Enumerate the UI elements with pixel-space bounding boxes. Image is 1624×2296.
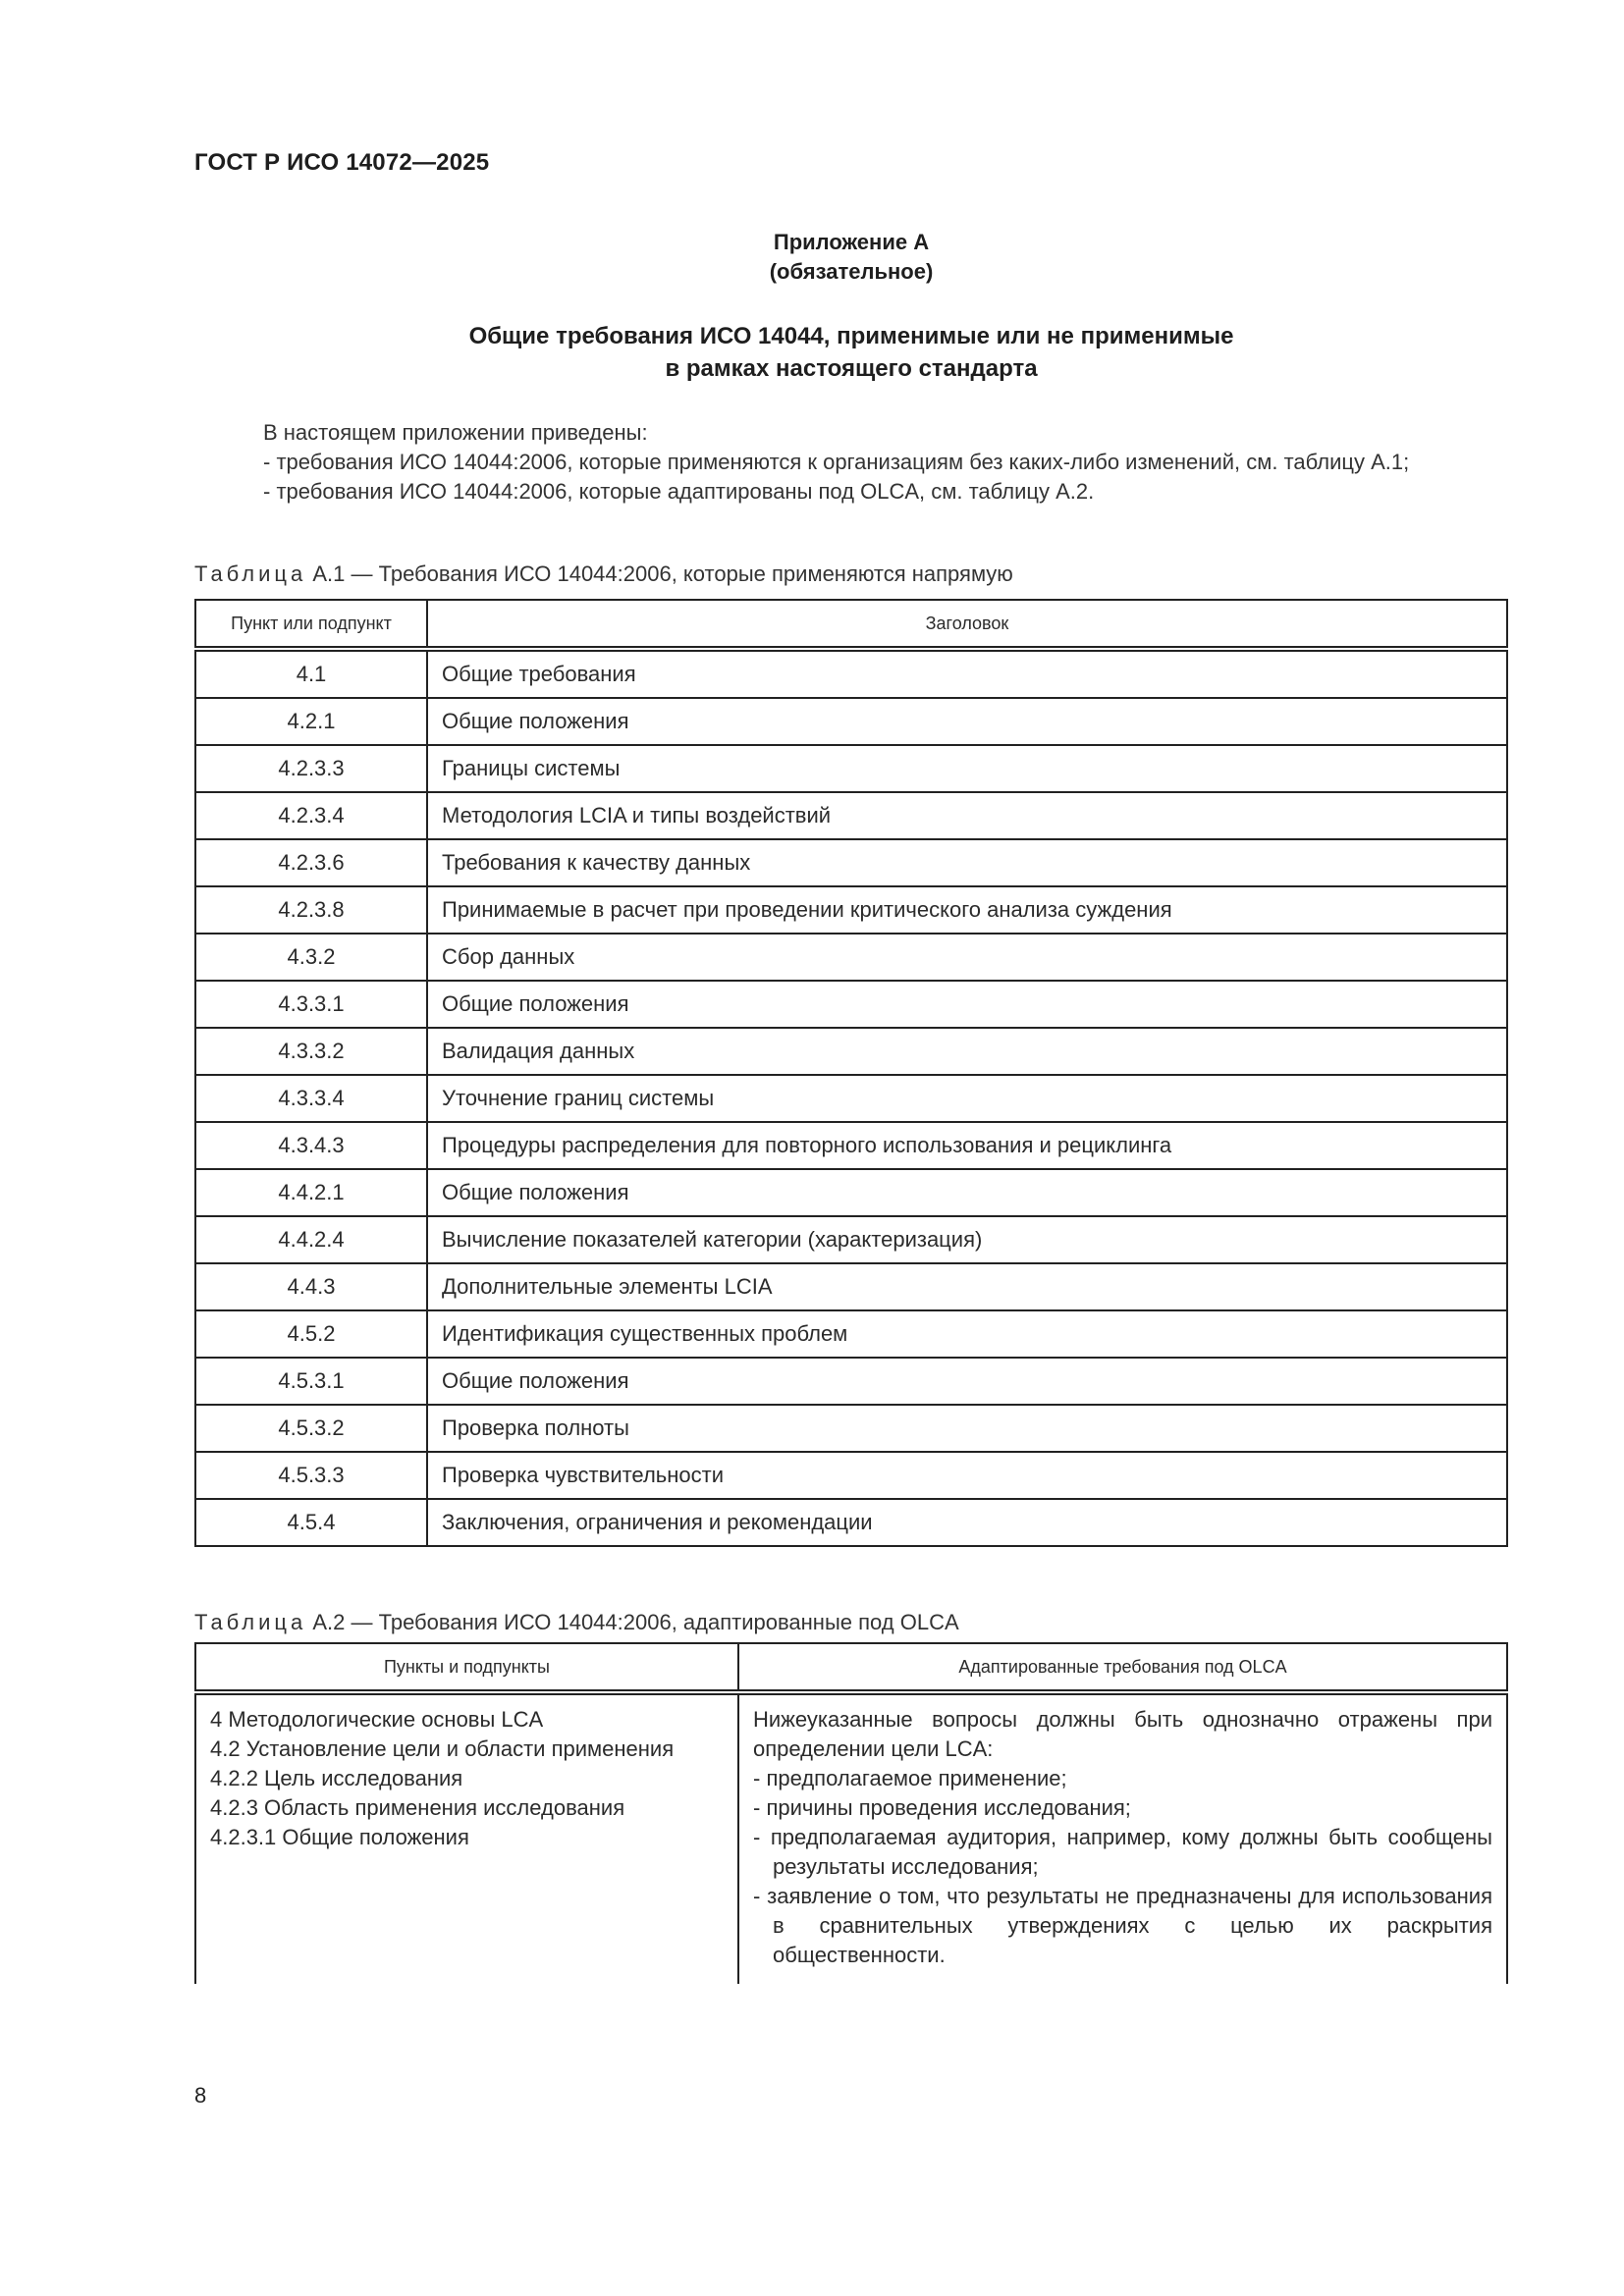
clause-number: 4.4.3 bbox=[195, 1263, 427, 1310]
table-row bbox=[195, 1452, 1507, 1499]
intro-text bbox=[194, 418, 1508, 507]
requirements-lead: Нижеуказанные вопросы должны быть однозначно отражены при определении цели LCA: bbox=[753, 1707, 1492, 1761]
annex-title bbox=[194, 320, 1508, 385]
requirement-item: - предполагаемое применение; bbox=[753, 1766, 1067, 1790]
column-header-clause: Пункт или подпункт bbox=[195, 600, 427, 649]
clause-number: 4.3.4.3 bbox=[195, 1122, 427, 1169]
annex-status: (обязательное) bbox=[769, 259, 934, 284]
clause-title: Методология LCIA и типы воздействий bbox=[427, 792, 1507, 839]
clause-title: Сбор данных bbox=[427, 934, 1507, 981]
clause-number: 4.2.1 bbox=[195, 698, 427, 745]
clause-number: 4.2.3.3 bbox=[195, 745, 427, 792]
clause-number: 4.5.3.1 bbox=[195, 1358, 427, 1405]
clause-number: 4.2.3.6 bbox=[195, 839, 427, 886]
clauses-cell bbox=[195, 1692, 738, 1984]
clause-number: 4.5.2 bbox=[195, 1310, 427, 1358]
clause-title: Общие положения bbox=[427, 1358, 1507, 1405]
table-row bbox=[195, 1122, 1507, 1169]
table-a1 bbox=[194, 599, 1508, 1547]
table-row bbox=[195, 886, 1507, 934]
table-a2-caption bbox=[194, 1610, 959, 1635]
clause-title: Принимаемые в расчет при проведении критического анализа суждения bbox=[427, 886, 1507, 934]
clause-title: Общие положения bbox=[427, 1169, 1507, 1216]
clause-title: Уточнение границ системы bbox=[427, 1075, 1507, 1122]
table-header-row bbox=[195, 1643, 1507, 1692]
clause-title: Общие требования bbox=[427, 649, 1507, 698]
intro-item: - требования ИСО 14044:2006, которые адаптированы под OLCA, см. таблицу А.2. bbox=[263, 479, 1095, 504]
requirements-list bbox=[753, 1764, 1492, 1970]
clause-number: 4.5.3.3 bbox=[195, 1452, 427, 1499]
requirement-item: - предполагаемая аудитория, например, кому должны быть сообщены результаты исследования; bbox=[753, 1825, 1492, 1879]
table-row bbox=[195, 649, 1507, 698]
clause-number: 4.3.3.2 bbox=[195, 1028, 427, 1075]
table-a2 bbox=[194, 1642, 1508, 1984]
table-row bbox=[195, 1692, 1507, 1984]
requirement-item: - причины проведения исследования; bbox=[753, 1795, 1131, 1820]
caption-prefix: Таблица bbox=[194, 561, 307, 586]
clause-title: Проверка полноты bbox=[427, 1405, 1507, 1452]
table-row bbox=[195, 745, 1507, 792]
table-row bbox=[195, 1075, 1507, 1122]
annex-heading bbox=[194, 228, 1508, 287]
caption-text: А.2 — Требования ИСО 14044:2006, адаптированные под OLCA bbox=[306, 1610, 959, 1634]
table-row bbox=[195, 839, 1507, 886]
clause-line: 4 Методологические основы LCA bbox=[210, 1707, 544, 1732]
clause-number: 4.5.3.2 bbox=[195, 1405, 427, 1452]
clause-line: 4.2 Установление цели и области применения bbox=[210, 1736, 675, 1761]
document-code: ГОСТ Р ИСО 14072—2025 bbox=[194, 149, 490, 176]
clause-title: Валидация данных bbox=[427, 1028, 1507, 1075]
annex-label: Приложение А bbox=[773, 230, 930, 254]
clause-line: 4.2.3 Область применения исследования bbox=[210, 1795, 625, 1820]
clause-number: 4.3.3.1 bbox=[195, 981, 427, 1028]
page-number: 8 bbox=[194, 2083, 207, 2108]
annex-title-line-1: Общие требования ИСО 14044, применимые или не применимые bbox=[468, 323, 1234, 349]
clause-number: 4.2.3.4 bbox=[195, 792, 427, 839]
clause-number: 4.1 bbox=[195, 649, 427, 698]
table-row bbox=[195, 981, 1507, 1028]
table-row bbox=[195, 698, 1507, 745]
clause-title: Дополнительные элементы LCIA bbox=[427, 1263, 1507, 1310]
table-row bbox=[195, 1499, 1507, 1546]
clause-number: 4.4.2.4 bbox=[195, 1216, 427, 1263]
requirements-cell bbox=[738, 1692, 1507, 1984]
clause-title: Границы системы bbox=[427, 745, 1507, 792]
clause-title: Идентификация существенных проблем bbox=[427, 1310, 1507, 1358]
column-header-clauses: Пункты и подпункты bbox=[195, 1643, 738, 1692]
table-row bbox=[195, 1169, 1507, 1216]
table-header-row bbox=[195, 600, 1507, 649]
column-header-title: Заголовок bbox=[427, 600, 1507, 649]
clause-number: 4.2.3.8 bbox=[195, 886, 427, 934]
intro-item: - требования ИСО 14044:2006, которые применяются к организациям без каких-либо изменений, см. таблицу А.1; bbox=[263, 450, 1410, 474]
clause-number: 4.4.2.1 bbox=[195, 1169, 427, 1216]
clause-number: 4.3.2 bbox=[195, 934, 427, 981]
clause-number: 4.3.3.4 bbox=[195, 1075, 427, 1122]
clause-line: 4.2.3.1 Общие положения bbox=[210, 1825, 469, 1849]
clause-number: 4.5.4 bbox=[195, 1499, 427, 1546]
table-row bbox=[195, 1358, 1507, 1405]
clause-title: Заключения, ограничения и рекомендации bbox=[427, 1499, 1507, 1546]
clause-title: Требования к качеству данных bbox=[427, 839, 1507, 886]
clause-title: Проверка чувствительности bbox=[427, 1452, 1507, 1499]
table-row bbox=[195, 934, 1507, 981]
caption-prefix: Таблица bbox=[194, 1610, 307, 1634]
clause-title: Общие положения bbox=[427, 981, 1507, 1028]
table-row bbox=[195, 1405, 1507, 1452]
requirement-item: - заявление о том, что результаты не предназначены для использования в сравнительных утверждениях с целью их раскрытия общественности. bbox=[753, 1884, 1492, 1967]
annex-title-line-2: в рамках настоящего стандарта bbox=[665, 355, 1038, 382]
table-row bbox=[195, 1216, 1507, 1263]
clause-title: Вычисление показателей категории (характеризация) bbox=[427, 1216, 1507, 1263]
table-row bbox=[195, 1310, 1507, 1358]
clause-title: Общие положения bbox=[427, 698, 1507, 745]
caption-text: А.1 — Требования ИСО 14044:2006, которые применяются напрямую bbox=[306, 561, 1013, 586]
table-a1-caption bbox=[194, 561, 1013, 587]
clause-line: 4.2.2 Цель исследования bbox=[210, 1766, 463, 1790]
table-row bbox=[195, 1263, 1507, 1310]
table-row bbox=[195, 1028, 1507, 1075]
column-header-requirements: Адаптированные требования под OLCA bbox=[738, 1643, 1507, 1692]
intro-lead: В настоящем приложении приведены: bbox=[263, 420, 648, 445]
clause-title: Процедуры распределения для повторного использования и рециклинга bbox=[427, 1122, 1507, 1169]
table-row bbox=[195, 792, 1507, 839]
